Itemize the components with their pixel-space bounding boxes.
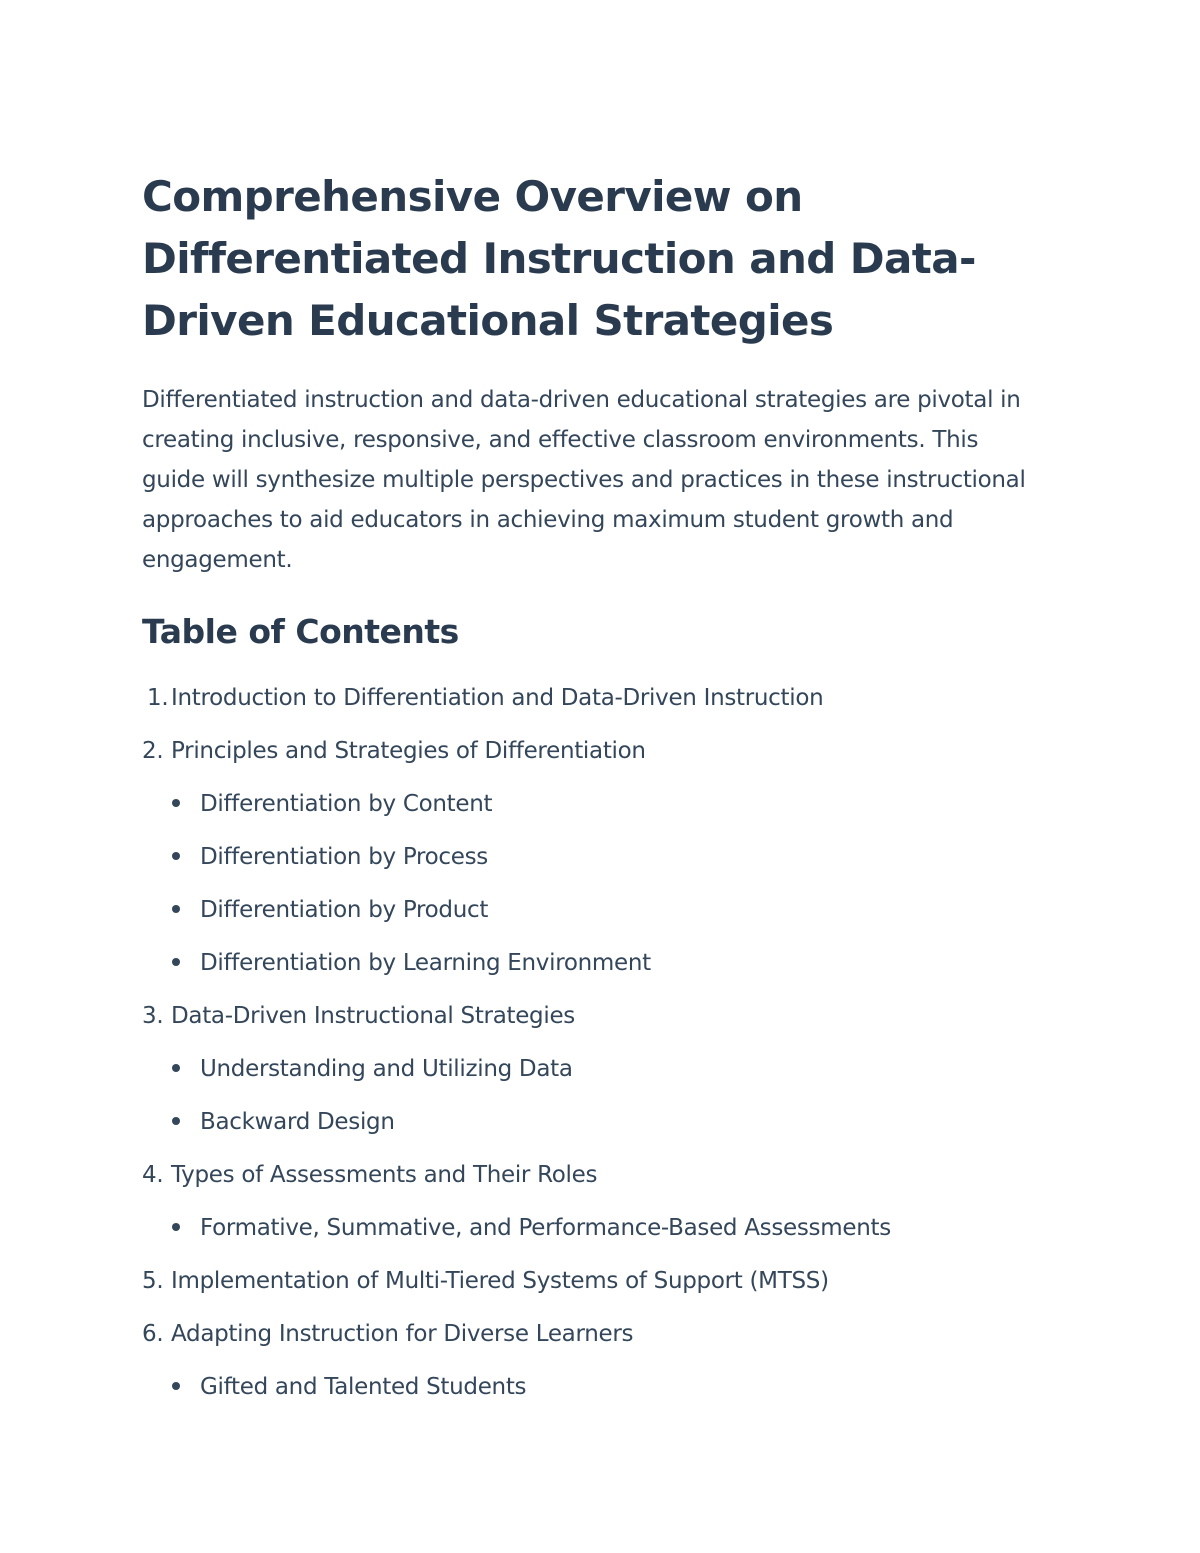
toc-item-assessments (142, 1149, 1042, 1202)
bullet-icon (172, 1117, 180, 1125)
toc-subitem-label: Formative, Summative, and Performance-Based Assessments (200, 1215, 891, 1241)
toc-item-diverse-learners (142, 1308, 1042, 1361)
bullet-icon (172, 799, 180, 807)
toc-item-number: 3. (142, 1003, 164, 1029)
toc-subitem-label: Gifted and Talented Students (200, 1374, 527, 1400)
toc-subitem (142, 1361, 1042, 1414)
toc-subitem-label: Understanding and Utilizing Data (200, 1056, 573, 1082)
bullet-icon (172, 1064, 180, 1072)
toc-item-label: Data-Driven Instructional Strategies (171, 1003, 575, 1029)
toc-subitem (142, 778, 1042, 831)
toc-item-principles (142, 725, 1042, 778)
toc-item-number: 5. (142, 1268, 164, 1294)
toc-item-number: 1. (147, 685, 169, 711)
toc-subitem (142, 1202, 1042, 1255)
toc-item-label: Principles and Strategies of Differentiation (171, 738, 646, 764)
toc-item-label: Types of Assessments and Their Roles (171, 1162, 598, 1188)
intro-paragraph: Differentiated instruction and data-driven educational strategies are pivotal in creating inclusive, responsive, and effective classroom environments. This guide will synthesize multiple perspectives and practices in these instructional approaches to aid educators in achieving maximum student growth and engagement. (142, 387, 1026, 573)
bullet-icon (172, 958, 180, 966)
toc-subitem (142, 884, 1042, 937)
toc-item-label: Introduction to Differentiation and Data-Driven Instruction (171, 685, 824, 711)
toc-item-label: Implementation of Multi-Tiered Systems of Support (MTSS) (171, 1268, 829, 1294)
toc-subitem (142, 1043, 1042, 1096)
toc-subitem (142, 937, 1042, 990)
toc-item-number: 6. (142, 1321, 164, 1347)
toc-item-number: 2. (142, 738, 164, 764)
bullet-icon (172, 1223, 180, 1231)
toc-subitem-label: Backward Design (200, 1109, 395, 1135)
bullet-icon (172, 852, 180, 860)
toc-subitem (142, 1096, 1042, 1149)
toc-subitem-label: Differentiation by Learning Environment (200, 950, 651, 976)
toc-item-label: Adapting Instruction for Diverse Learners (171, 1321, 634, 1347)
document-page (142, 166, 1042, 1414)
bullet-icon (172, 905, 180, 913)
document-title: Comprehensive Overview on Differentiated Instruction and Data-Driven Educational Strategies (142, 172, 976, 345)
toc-subitem-label: Differentiation by Content (200, 791, 493, 817)
toc-subitem-label: Differentiation by Product (200, 897, 489, 923)
toc-subitem-label: Differentiation by Process (200, 844, 488, 870)
toc-subitem (142, 831, 1042, 884)
toc-item-mtss (142, 1255, 1042, 1308)
bullet-icon (172, 1382, 180, 1390)
toc-item-number: 4. (142, 1162, 164, 1188)
toc-item-introduction (142, 672, 1042, 725)
table-of-contents (142, 672, 1042, 1414)
toc-heading: Table of Contents (142, 612, 459, 651)
toc-item-data-driven (142, 990, 1042, 1043)
